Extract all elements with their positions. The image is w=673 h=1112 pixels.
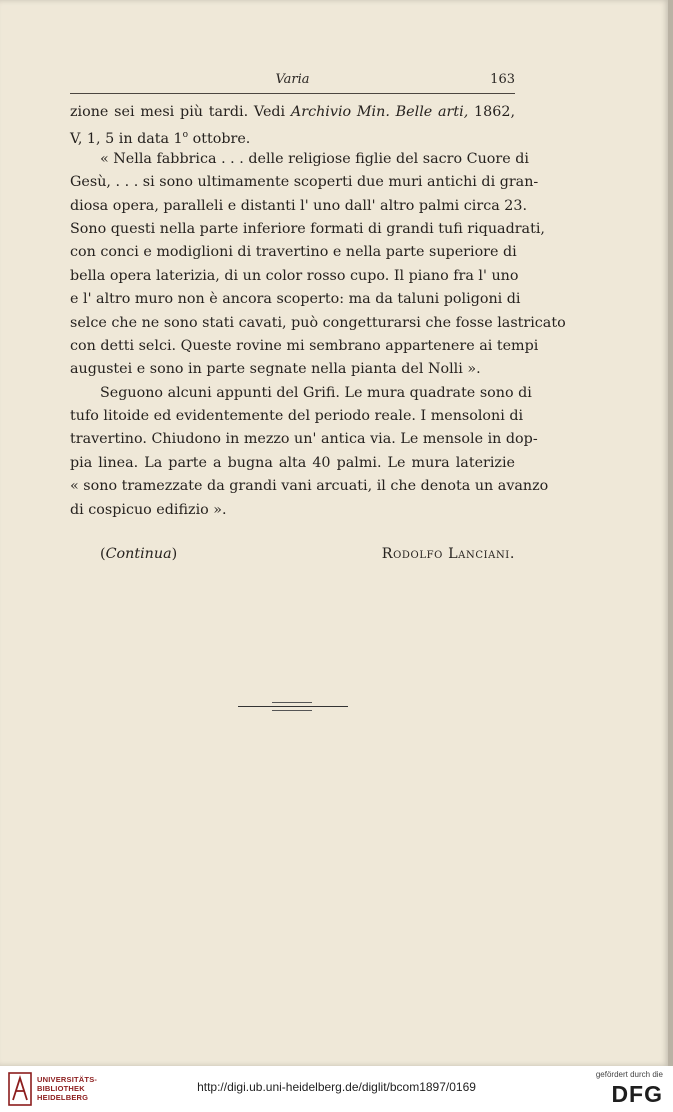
end-ornament-rule [238, 706, 348, 707]
permalink-url[interactable]: http://digi.ub.uni-heidelberg.de/diglit/bcom1897/0169 [197, 1080, 476, 1094]
viewer-footer [0, 1066, 673, 1112]
text-line: con conci e modiglioni di travertino e nella parte superiore di [70, 244, 517, 261]
signature-row [70, 546, 515, 570]
text-line: di cospicuo edifizio ». [70, 501, 227, 518]
page-number: 163 [490, 72, 515, 87]
funded-by-label: gefördert durch die [595, 1070, 663, 1079]
institution-name: UNIVERSITÄTS- BIBLIOTHEK HEIDELBERG [37, 1075, 98, 1102]
text-line: tufo litoide ed evidentemente del periodo reale. I mensoloni di [70, 408, 524, 425]
text-line: V, 1, 5 in data 1$^o$ ottobre. [70, 130, 251, 148]
author-signature: Rodolfo Lanciani. [381, 546, 515, 562]
running-title: Varia [275, 72, 310, 87]
end-ornament-rule [272, 710, 312, 711]
text-line: bella opera laterizia, di un color rosso cupo. Il piano fra l' uno [70, 267, 519, 284]
dfg-logo: DFG [611, 1081, 663, 1107]
text-line: Seguono alcuni appunti del Grifi. Le mura quadrate sono di [100, 384, 532, 401]
text-line: « sono tramezzate da grandi vani arcuati, il che denota un avanzo [70, 478, 549, 495]
continua-note: (Continua) [100, 546, 178, 562]
text-line: e l' altro muro non è ancora scoperto: ma da taluni poligoni di [70, 291, 521, 308]
text-line: Sono questi nella parte inferiore formati di grandi tufi riquadrati, [70, 220, 545, 237]
text-line: zione sei mesi più tardi. Vedi Archivio Min. Belle arti, 1862, [70, 104, 515, 120]
end-ornament-rule [272, 702, 312, 703]
text-line: « Nella fabbrica . . . delle religiose figlie del sacro Cuore di [100, 150, 529, 167]
header-rule [70, 93, 515, 94]
text-line: selce che ne sono stati cavati, può congetturarsi che fosse lastricato [70, 314, 566, 331]
page-header [70, 72, 515, 94]
text-line: pia linea. La parte a bugna alta 40 palmi. Le mura laterizie [70, 454, 515, 471]
page-edge [668, 0, 673, 1066]
text-line: augustei e sono in parte segnate nella pianta del Nolli ». [70, 361, 481, 378]
text-line: diosa opera, paralleli e distanti l' uno dall' altro palmi circa 23. [70, 197, 528, 214]
text-line: con detti selci. Queste rovine mi sembrano appartenere ai tempi [70, 337, 539, 354]
text-line: travertino. Chiudono in mezzo un' antica via. Le mensole in dop- [70, 431, 538, 448]
body-text [70, 101, 566, 522]
text-line: Gesù, . . . si sono ultimamente scoperti due muri antichi di gran- [70, 174, 539, 191]
